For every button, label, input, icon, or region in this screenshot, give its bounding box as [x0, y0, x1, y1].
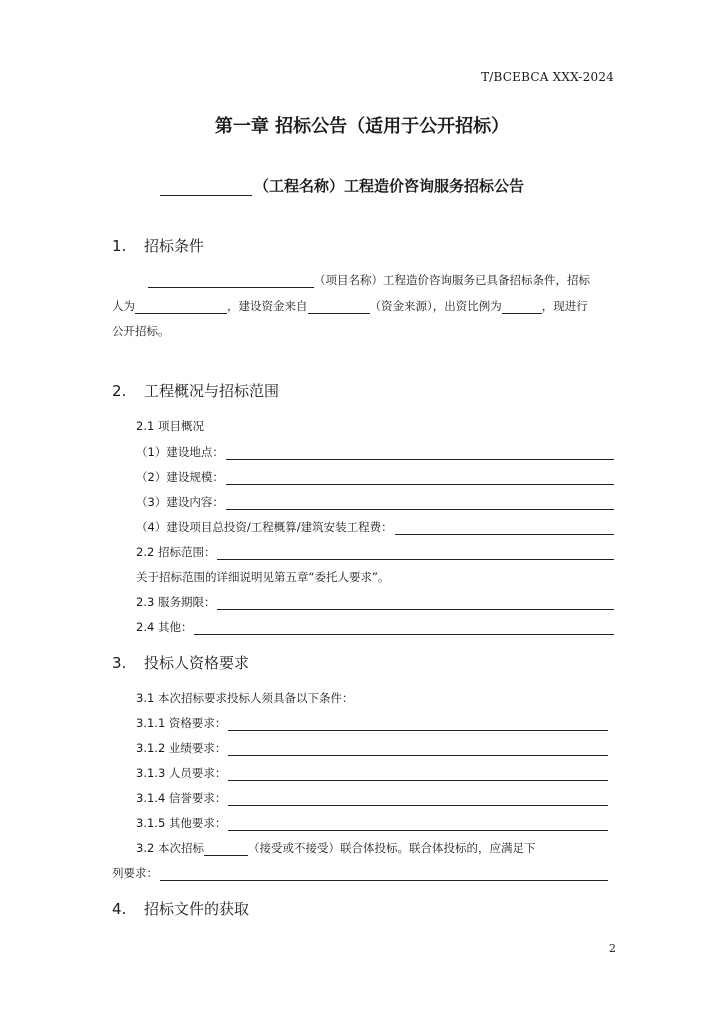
construction-content-row: [136, 494, 614, 510]
field-label: 3.1.2 业绩要求：: [136, 741, 227, 755]
subsection-2-1: 2.1 项目概况: [136, 419, 204, 433]
section-title: 招标文件的获取: [144, 900, 250, 918]
service-period-row: [136, 594, 614, 610]
fill-line: [217, 547, 614, 560]
condition-text: 人为: [112, 299, 135, 313]
other-row: [136, 619, 614, 635]
project-name-blank: [148, 275, 314, 288]
notice-title-text: （工程名称）工程造价咨询服务招标公告: [254, 177, 525, 195]
fill-line: [395, 522, 614, 535]
condition-line-1: [148, 272, 614, 288]
notice-title: [160, 175, 524, 196]
field-label: 3.2 本次招标: [136, 841, 204, 855]
field-label: 2.2 招标范围：: [136, 545, 216, 559]
condition-text: ，现进行: [541, 299, 588, 313]
fill-line: [228, 718, 608, 731]
consortium-row: [136, 840, 608, 856]
section-3-heading: [112, 652, 249, 673]
scope-note: 关于招标范围的详细说明见第五章“委托人要求”。: [136, 570, 390, 584]
field-label: 3.1.1 资格要求：: [136, 716, 227, 730]
field-label: （接受或不接受）联合体投标。联合体投标的，应满足下: [247, 841, 536, 855]
tenderer-blank: [135, 301, 227, 314]
fill-line: [160, 868, 608, 881]
field-label: 2.4 其他：: [136, 620, 193, 634]
field-label: 3.1.3 人员要求：: [136, 766, 227, 780]
fill-line: [228, 743, 608, 756]
field-label: 列要求：: [112, 866, 158, 880]
fill-line: [228, 768, 608, 781]
section-title: 工程概况与招标范围: [144, 382, 280, 400]
fill-line: [217, 597, 614, 610]
page-number: 2: [609, 942, 616, 955]
credit-row: [136, 790, 608, 806]
section-title: 招标条件: [144, 237, 205, 255]
section-4-heading: [112, 898, 249, 919]
section-1-heading: [112, 235, 204, 256]
field-label: 3.1.5 其他要求：: [136, 816, 227, 830]
condition-text: （资金来源），出资比例为: [369, 299, 502, 313]
funding-ratio-blank: [502, 301, 542, 314]
field-label: （4）建设项目总投资/工程概算/建筑安装工程费：: [136, 520, 393, 534]
field-label: （2）建设规模：: [136, 470, 224, 484]
field-label: 3.1.4 信誉要求：: [136, 791, 227, 805]
fill-line: [228, 818, 608, 831]
section-2-heading: [112, 380, 279, 401]
fill-line: [228, 793, 608, 806]
total-investment-row: [136, 519, 614, 535]
fill-line: [226, 497, 614, 510]
field-label: 2.3 服务期限：: [136, 595, 216, 609]
chapter-title: 第一章 招标公告（适用于公开招标）: [214, 116, 510, 137]
project-name-blank: [160, 181, 252, 196]
tender-scope-row: [136, 544, 614, 560]
fill-line: [226, 447, 614, 460]
section-title: 投标人资格要求: [144, 654, 250, 672]
other-requirement-row: [136, 815, 608, 831]
field-label: （3）建设内容：: [136, 495, 224, 509]
section-number: 4.: [112, 900, 127, 918]
document-code: T/BCEBCA XXX-2024: [481, 70, 614, 84]
field-label: （1）建设地点：: [136, 445, 224, 459]
condition-text: （项目名称）工程造价咨询服务已具备招标条件，招标: [314, 273, 590, 287]
qualification-row: [136, 715, 608, 731]
personnel-row: [136, 765, 608, 781]
consortium-blank: [204, 843, 248, 856]
funding-source-blank: [308, 301, 370, 314]
fill-line: [194, 622, 614, 635]
subsection-3-1: 3.1 本次招标要求投标人须具备以下条件：: [136, 691, 354, 705]
construction-scale-row: [136, 469, 614, 485]
condition-line-3: 公开招标。: [112, 324, 170, 338]
construction-location-row: [136, 444, 614, 460]
section-number: 3.: [112, 654, 127, 672]
fill-line: [226, 472, 614, 485]
condition-line-2: [112, 298, 614, 314]
section-number: 1.: [112, 237, 127, 255]
consortium-requirement-row: [112, 865, 608, 881]
performance-row: [136, 740, 608, 756]
condition-text: ，建设资金来自: [227, 299, 308, 313]
section-number: 2.: [112, 382, 127, 400]
